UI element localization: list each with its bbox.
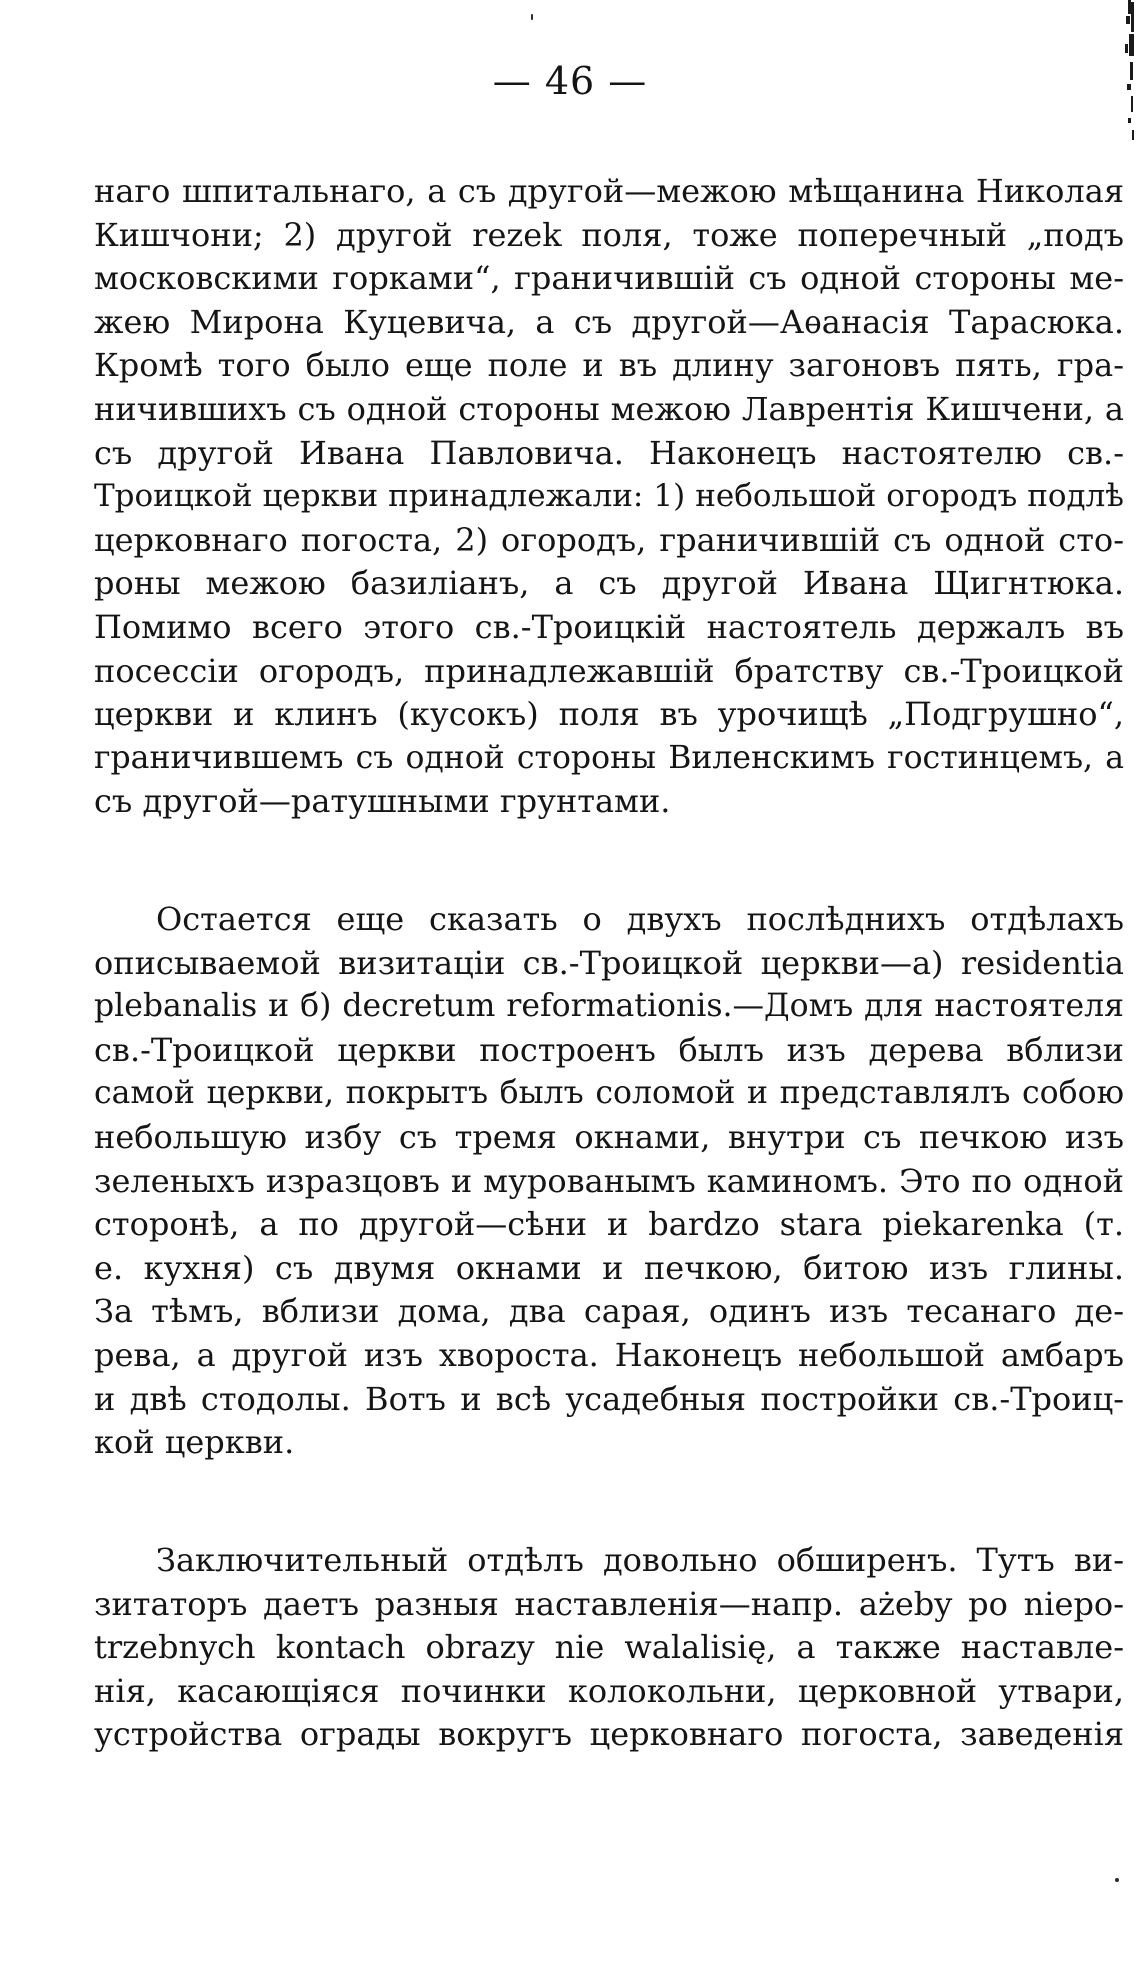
text-line: Остается еще сказать о двухъ послѣднихъ отдѣлахъ (156, 900, 1124, 938)
text-line: съ другой—ратушными грунтами. (94, 782, 671, 821)
text-line: Заключительный отдѣлъ довольно обширенъ. Тутъ ви- (156, 1541, 1124, 1579)
text-line: зитаторъ даетъ разныя наставленія—напр. ażeby po niepo- (94, 1584, 1124, 1623)
text-line: устройства ограды вокругъ церковнаго погоста, заведенія (94, 1715, 1124, 1754)
text-line: нія, касающіяся починки колокольни, церковной утвари, (94, 1671, 1124, 1710)
text-line: наго шпитальнаго, а съ другой—межою мѣщанина Николая (94, 172, 1124, 210)
text-line: Кромѣ того было еще поле и въ длину загоновъ пять, гра- (94, 346, 1124, 385)
text-line: жею Мирона Куцевича, а съ другой—Аѳанасія Тарасюка. (94, 302, 1124, 341)
text-line: самой церкви, покрытъ былъ соломой и представлялъ собою (94, 1075, 1124, 1112)
text-line: церкви и клинъ (кусокъ) поля въ урочищѣ „Подгрушно“, (94, 695, 1124, 734)
text-line: рева, а другой изъ хвороста. Наконецъ небольшой амбаръ (94, 1335, 1124, 1374)
text-line: посессіи огородъ, принадлежавшій братству св.-Троицкой (94, 651, 1124, 690)
text-line: ничившихъ съ одной стороны межою Лаврентія Кишчени, а (94, 389, 1124, 428)
text-line: московскими горками“, граничившій съ одной стороны ме- (94, 259, 1124, 298)
paragraph-1 (94, 170, 1124, 824)
text-line: зеленыхъ изразцовъ и мурованымъ каминомъ. Это по одной (94, 1161, 1124, 1200)
stray-mark (531, 14, 533, 20)
page-number: — 46 — (492, 59, 648, 103)
text-line: plebanalis и б) decretum reformationis.—Домъ для настоятеля (94, 988, 1124, 1025)
text-line: и двѣ стодолы. Вотъ и всѣ усадебныя постройки св.-Троиц- (94, 1379, 1124, 1418)
text-line: описываемой визитаціи св.-Троицкой церкви—а) residentia (94, 943, 1124, 982)
paragraph-2 (94, 898, 1124, 1465)
text-line: trzebnych kontach obrazy nie walalisię, а также наставле- (94, 1628, 1124, 1667)
scan-edge-speckle (1114, 0, 1136, 160)
text-line: св.-Троицкой церкви построенъ былъ изъ дерева вблизи (94, 1030, 1124, 1069)
text-line: Помимо всего этого св.-Троицкій настоятель держалъ въ (94, 607, 1124, 646)
text-line: Троицкой церкви принадлежали: 1) небольшой огородъ подлѣ (94, 478, 1124, 515)
text-line: съ другой Ивана Павловича. Наконецъ настоятелю св.- (94, 433, 1124, 472)
text-line: кой церкви. (94, 1423, 295, 1462)
text-line: церковнаго погоста, 2) огородъ, граничившій съ одной сто- (94, 520, 1124, 559)
text-line: Кишчони; 2) другой rezek поля, тоже поперечный „подъ (94, 215, 1124, 254)
text-line: За тѣмъ, вблизи дома, два сарая, одинъ изъ тесанаго де- (94, 1292, 1124, 1331)
text-line: е. кухня) съ двумя окнами и печкою, битою изъ глины. (94, 1248, 1124, 1287)
text-line: роны межою базиліанъ, а съ другой Ивана Щигнтюка. (94, 564, 1124, 603)
text-line: небольшую избу съ тремя окнами, внутри съ печкою изъ (94, 1117, 1124, 1156)
text-line: граничившемъ съ одной стороны Виленскимъ гостинцемъ, а (94, 739, 1124, 776)
stray-mark (1115, 1878, 1119, 1882)
paragraph-3 (94, 1539, 1124, 1757)
text-line: сторонѣ, а по другой—сѣни и bardzo stara piekarenka (т. (94, 1205, 1124, 1244)
